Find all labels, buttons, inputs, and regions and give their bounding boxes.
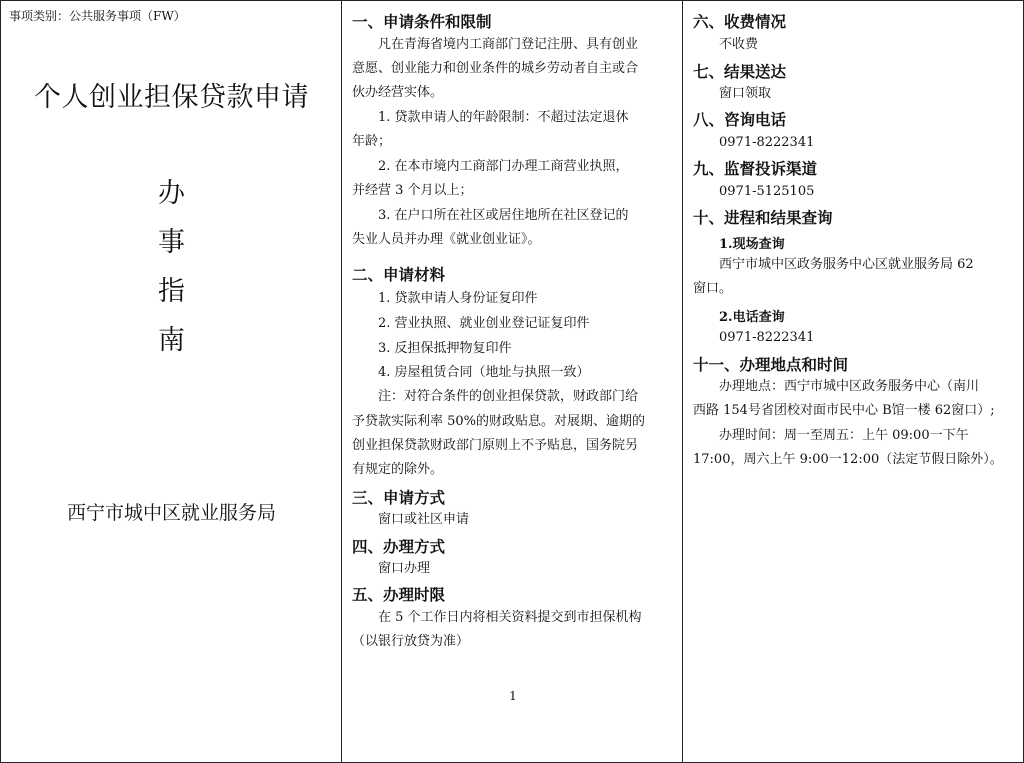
guide-char-3: 指 — [158, 276, 185, 307]
cover-column — [1, 1, 342, 762]
s11-place-line-2: 西路 154号省团校对面市民中心 B馆一楼 62窗口）; — [693, 403, 995, 418]
s2-item-2: 2. 营业执照、就业创业登记证复印件 — [352, 316, 590, 331]
section-4-heading: 四、办理方式 — [352, 537, 446, 556]
s1-intro-line-3: 伙办经营实体。 — [352, 85, 444, 100]
category-label: 事项类别：公共服务事项（FW） — [9, 9, 186, 23]
guide-char-4: 南 — [158, 325, 185, 356]
s2-item-3: 3. 反担保抵押物复印件 — [352, 341, 512, 356]
middle-column — [343, 1, 683, 762]
guide-char-1: 办 — [158, 178, 185, 209]
s2-note-line-3: 创业担保贷款财政部门原则上不予贴息，国务院另 — [352, 438, 639, 453]
section-3-heading: 三、申请方式 — [352, 488, 446, 507]
section-6-heading: 六、收费情况 — [693, 12, 787, 31]
s2-item-4: 4. 房屋租赁合同（地址与执照一致） — [352, 365, 590, 380]
s1-item3-line-2: 失业人员并办理《就业创业证》。 — [352, 232, 541, 247]
guide-char-2: 事 — [158, 227, 185, 258]
s10-sub1-heading: 1.现场查询 — [693, 237, 785, 252]
s11-time-line-2: 17:00，周六上午 9:00一12:00（法定节假日除外）。 — [693, 452, 1003, 467]
s1-intro-line-2: 意愿、创业能力和创业条件的城乡劳动者自主或合 — [352, 61, 639, 76]
s1-item1-line-2: 年龄； — [352, 134, 392, 149]
s11-place-line-1: 办理地点：西宁市城中区政务服务中心（南川 — [693, 379, 980, 394]
s7-text: 窗口领取 — [693, 86, 772, 101]
s1-item2-line-1: 2. 在本市境内工商部门办理工商营业执照， — [352, 159, 629, 174]
section-8-heading: 八、咨询电话 — [693, 110, 787, 129]
s2-note-line-2: 予贷款实际利率 50%的财政贴息。对展期、逾期的 — [352, 414, 646, 429]
section-7-heading: 七、结果送达 — [693, 62, 787, 81]
s8-phone: 0971-8222341 — [693, 135, 815, 150]
s9-phone: 0971-5125105 — [693, 184, 815, 199]
s2-item-1: 1. 贷款申请人身份证复印件 — [352, 291, 538, 306]
section-10-heading: 十、进程和结果查询 — [693, 208, 833, 227]
s10-sub2-heading: 2.电话查询 — [693, 310, 785, 325]
organization-name: 西宁市城中区就业服务局 — [66, 502, 276, 524]
section-9-heading: 九、监督投诉渠道 — [693, 159, 818, 178]
section-5-heading: 五、办理时限 — [352, 585, 446, 604]
s6-text: 不收费 — [693, 37, 759, 52]
s5-text-line-2: （以银行放贷为准） — [352, 634, 470, 649]
s1-item2-line-2: 并经营 3 个月以上； — [352, 183, 473, 198]
s4-text: 窗口办理 — [352, 561, 431, 576]
s2-note-line-1: 注：对符合条件的创业担保贷款，财政部门给 — [352, 389, 639, 404]
s3-text: 窗口或社区申请 — [352, 512, 470, 527]
section-2-heading: 二、申请材料 — [352, 265, 446, 284]
s1-item1-line-1: 1. 贷款申请人的年龄限制：不超过法定退休 — [352, 110, 629, 125]
s10-sub1-line-1: 西宁市城中区政务服务中心区就业服务局 62 — [693, 257, 974, 272]
s5-text-line-1: 在 5 个工作日内将相关资料提交到市担保机构 — [352, 610, 642, 625]
section-11-heading: 十一、办理地点和时间 — [693, 355, 849, 374]
section-1-heading: 一、申请条件和限制 — [352, 12, 492, 31]
right-column — [684, 1, 1023, 762]
s11-time-line-1: 办理时间：周一至周五：上午 09:00一下午 — [693, 428, 969, 443]
s2-note-line-4: 有规定的除外。 — [352, 462, 444, 477]
s10-sub2-phone: 0971-8222341 — [693, 330, 815, 345]
s1-item3-line-1: 3. 在户口所在社区或居住地所在社区登记的 — [352, 208, 629, 223]
page-number: 1 — [509, 689, 517, 703]
service-title: 个人创业担保贷款申请 — [34, 82, 309, 113]
s10-sub1-line-2: 窗口。 — [693, 281, 733, 296]
s1-intro-line-1: 凡在青海省境内工商部门登记注册、具有创业 — [352, 37, 639, 52]
